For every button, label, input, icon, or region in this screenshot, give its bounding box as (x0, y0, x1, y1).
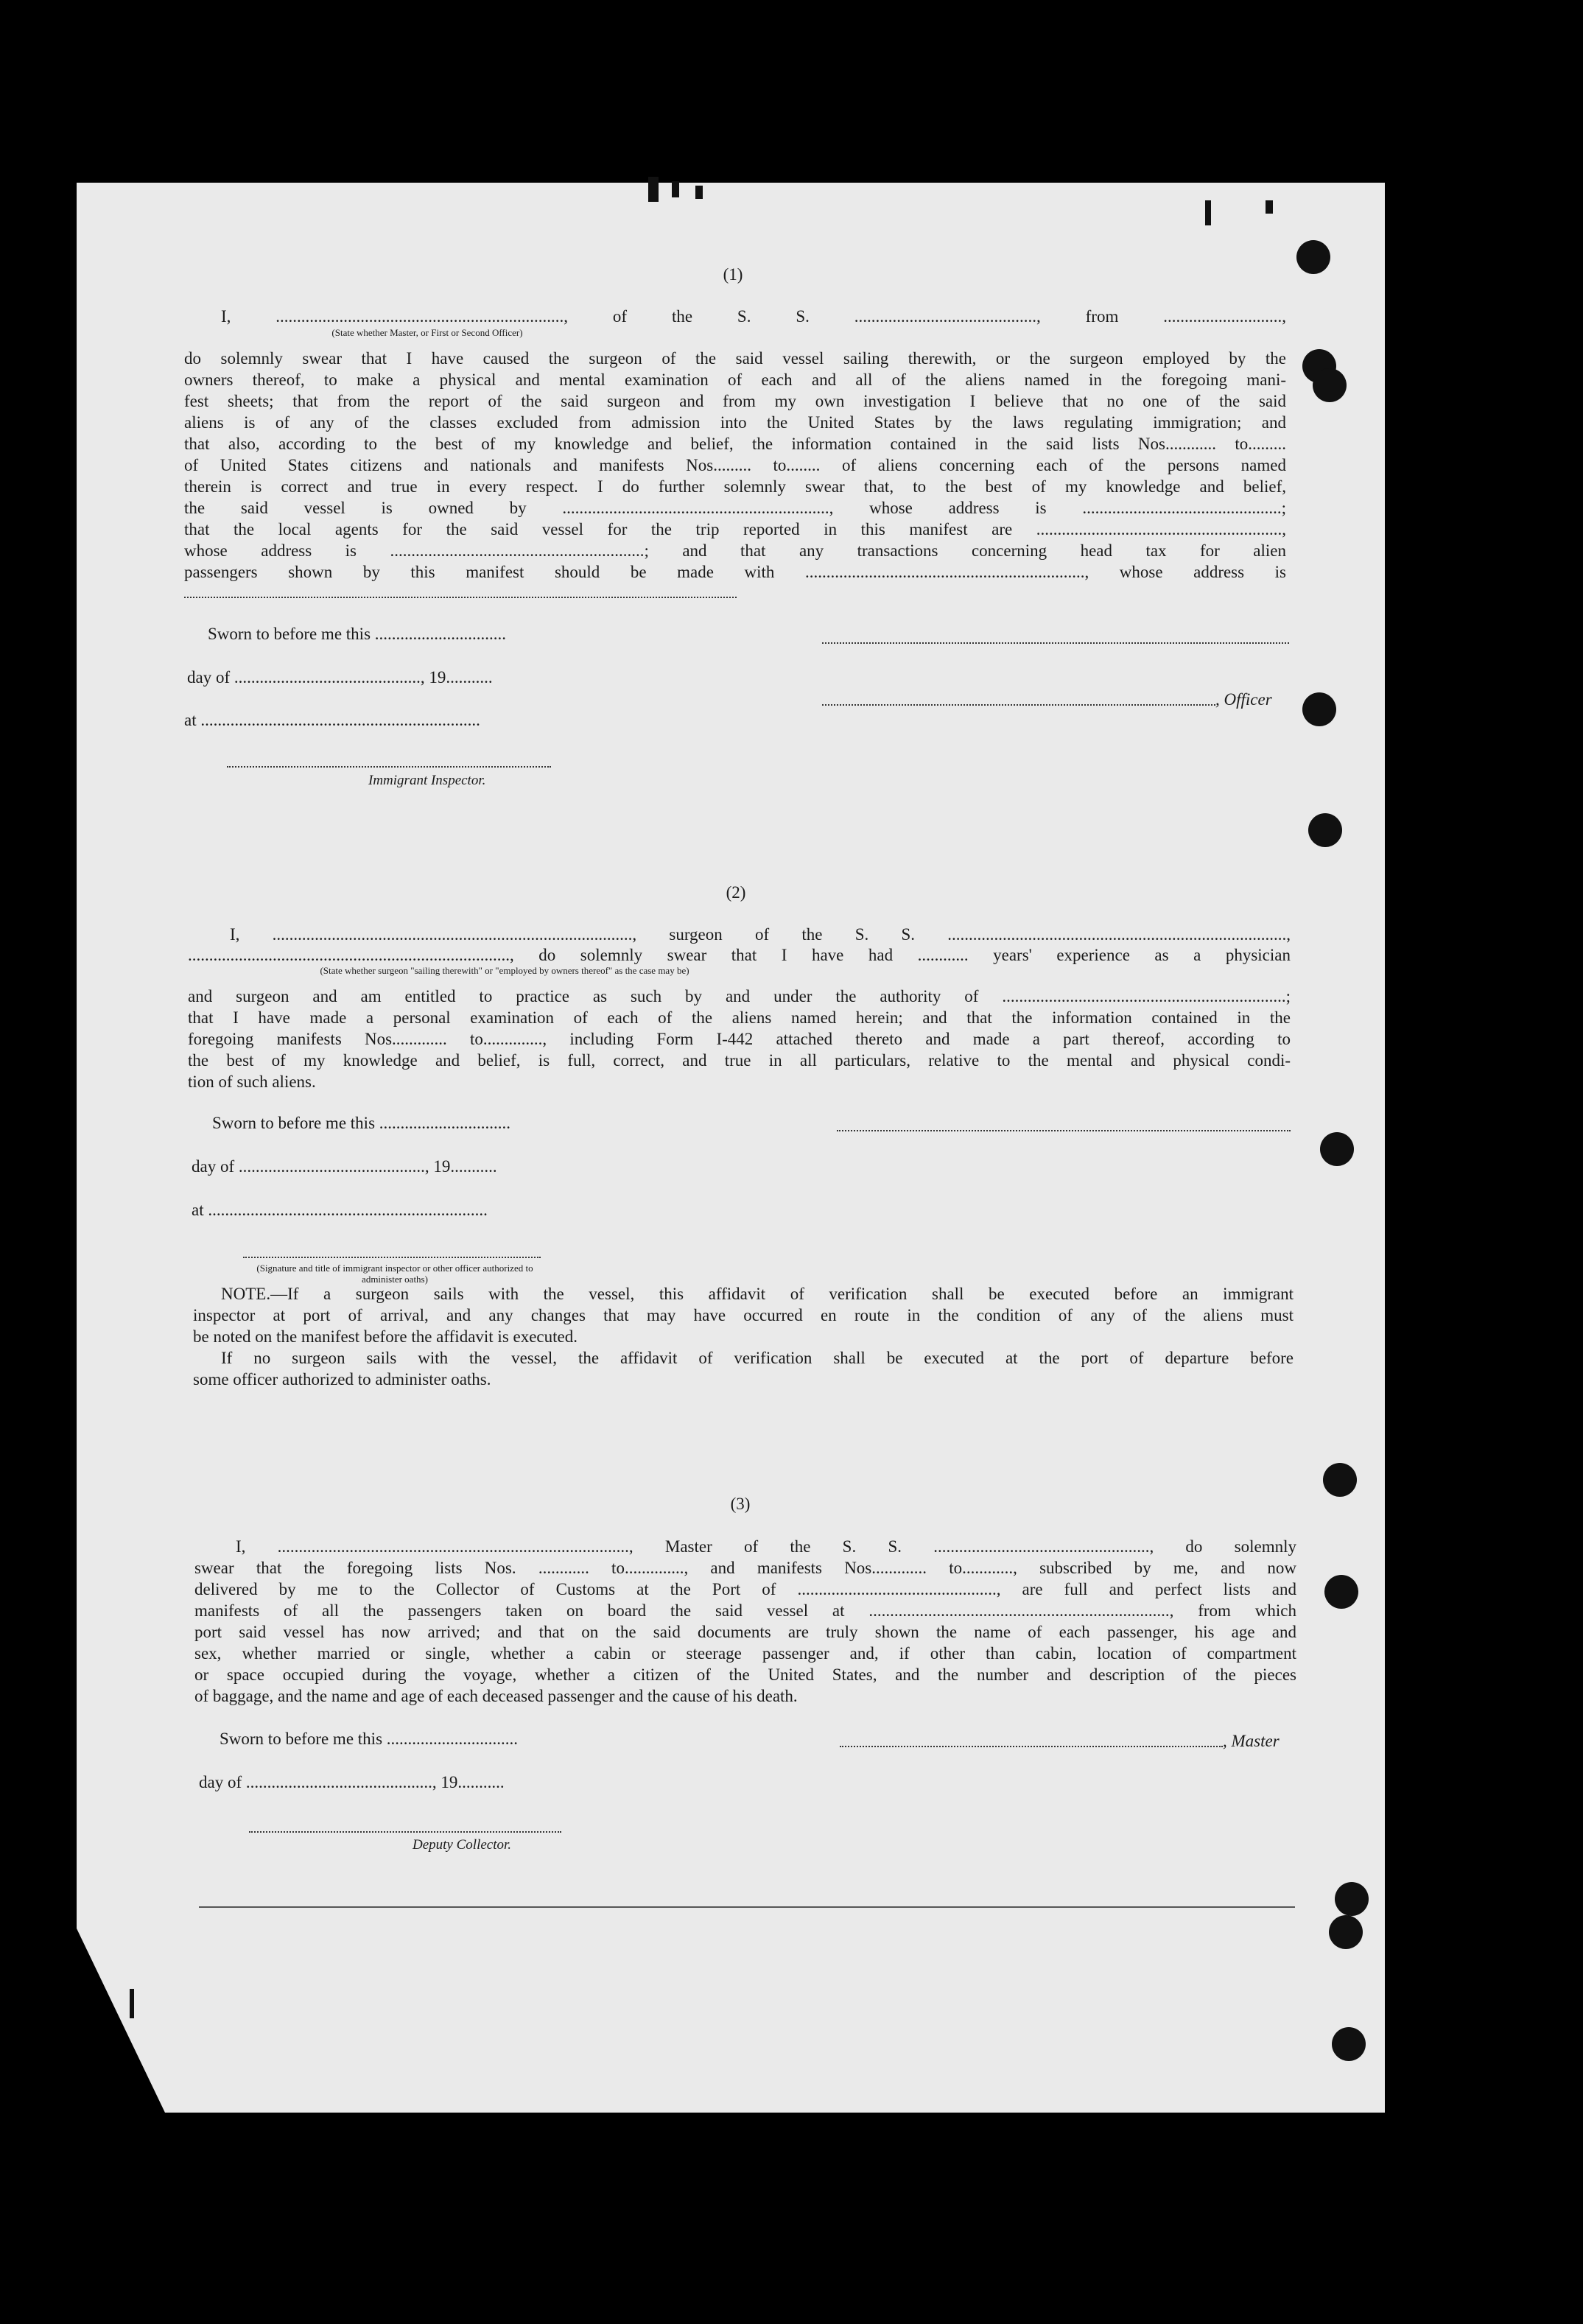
text-line: that also, according to the best of my knowledge and belief, the information contained in the said lists Nos............ to......... (184, 435, 1286, 453)
inspector-label: Immigrant Inspector. (368, 773, 486, 788)
punch-hole (1308, 813, 1342, 847)
section-number: (1) (723, 265, 743, 284)
sworn-line: Sworn to before me this ............................... (212, 1114, 511, 1132)
day-line: day of ............................................, 19........... (187, 668, 493, 687)
ink-mark (648, 177, 659, 202)
ink-mark (130, 1989, 134, 2018)
text-line: sex, whether married or single, whether a cabin or steerage passenger and, if other than cabin, location of compartment (194, 1644, 1296, 1663)
text-line: passengers shown by this manifest should be made with .................................................................., whose address is (184, 563, 1286, 581)
text-line: port said vessel has now arrived; and that on the said documents are truly shown the name of each passenger, his age and (194, 1623, 1296, 1641)
master-statement-line: I, ...................................................................., of the S. S. ..........................................., from ............................, (221, 307, 1286, 326)
signature-line (227, 766, 551, 768)
note-line: inspector at port of arrival, and any changes that may have occurred en route in the condition of any of the aliens must (193, 1306, 1294, 1324)
punch-hole (1332, 2027, 1366, 2061)
punch-hole (1324, 1575, 1358, 1609)
text-line: swear that the foregoing lists Nos. ............ to.............., and manifests Nos............. to............, subscribed by me, and now (194, 1559, 1296, 1577)
text-line: I, ..................................................................................., Master of the S. S. ..................................................., do solemnly (236, 1537, 1296, 1556)
field-caption: (State whether surgeon "sailing therewith" or "employed by owners thereof" as the case may be) (320, 965, 689, 976)
signature-line (249, 1831, 561, 1833)
text-line: the said vessel is owned by ..............................................................., whose address is ...............................................; (184, 499, 1286, 517)
punch-hole (1296, 240, 1330, 274)
text-line: the best of my knowledge and belief, is full, correct, and true in all particulars, relative to the mental and physical condi- (188, 1051, 1291, 1070)
surgeon-line: I, ....................................................................................., surgeon of the S. S. ................................................................................, (230, 925, 1291, 944)
signature-line (837, 1130, 1291, 1131)
text-line: that the local agents for the said vessel for the trip reported in this manifest are .........................................................., (184, 520, 1286, 538)
ink-mark (1205, 200, 1211, 225)
text-line: that I have made a personal examination of each of the aliens named herein; and that the information contained in the (188, 1008, 1291, 1027)
punch-hole (1320, 1132, 1354, 1166)
ink-mark (695, 186, 703, 199)
field-caption: (State whether Master, or First or Second Officer) (331, 327, 523, 338)
ink-mark (1266, 200, 1273, 214)
signature-line (184, 597, 737, 598)
deputy-label: Deputy Collector. (413, 1837, 512, 1853)
text-line: of United States citizens and nationals and manifests Nos......... to........ of aliens concerning each of the persons named (184, 456, 1286, 474)
text-line: tion of such aliens. (188, 1073, 316, 1091)
text-line: or space occupied during the voyage, whether a citizen of the United States, and the number and description of the pieces (194, 1665, 1296, 1684)
note-line: some officer authorized to administer oaths. (193, 1370, 491, 1389)
sworn-line: Sworn to before me this ............................... (208, 625, 507, 643)
text-line: aliens is of any of the classes excluded from admission into the United States by the laws regulating immigration; and (184, 413, 1286, 432)
note-line: be noted on the manifest before the affidavit is executed. (193, 1327, 578, 1346)
section-number: (2) (726, 883, 746, 902)
officer-label: , Officer (1215, 690, 1272, 709)
ink-mark (672, 181, 679, 197)
sworn-line: Sworn to before me this ............................... (220, 1730, 519, 1748)
signature-line (840, 1746, 1223, 1747)
surgeon-line: ............................................................................, do solemnly swear that I have had ............ years' experience as a physician (188, 946, 1291, 964)
text-line: fest sheets; that from the report of the said surgeon and from my own investigation I believe that no one of the said (184, 392, 1286, 410)
text-line: foregoing manifests Nos............. to.............., including Form I-442 attached thereto and made a part thereof, according to (188, 1030, 1291, 1048)
text-line: manifests of all the passengers taken on board the said vessel at ......................................................................., from which (194, 1601, 1296, 1620)
text-line: delivered by me to the Collector of Customs at the Port of ..............................................., are full and perfect lists and (194, 1580, 1296, 1598)
note-line: If no surgeon sails with the vessel, the affidavit of verification shall be executed at the port of departure before (221, 1349, 1294, 1367)
text-line: of baggage, and the name and age of each deceased passenger and the cause of his death. (194, 1687, 798, 1705)
signature-line (822, 642, 1289, 644)
master-label: , Master (1223, 1732, 1280, 1750)
punch-hole (1313, 368, 1347, 402)
section-number: (3) (730, 1495, 751, 1513)
punch-hole (1302, 692, 1336, 726)
signature-line (822, 704, 1215, 706)
punch-hole (1323, 1463, 1357, 1497)
punch-hole (1335, 1882, 1369, 1916)
text-line: and surgeon and am entitled to practice as such by and under the authority of ...................................................................; (188, 987, 1291, 1005)
signature-line (243, 1257, 541, 1258)
signature-caption: (Signature and title of immigrant inspector or other officer authorized to administer oaths) (256, 1263, 533, 1285)
at-line: at .................................................................. (184, 711, 480, 729)
at-line: at .................................................................. (192, 1201, 488, 1219)
bottom-rule (199, 1906, 1295, 1908)
text-line: owners thereof, to make a physical and mental examination of each and all of the aliens named in the foregoing mani- (184, 371, 1286, 389)
punch-hole (1329, 1915, 1363, 1949)
note-line: NOTE.—If a surgeon sails with the vessel, this affidavit of verification shall be executed before an immigrant (221, 1285, 1294, 1303)
text-line: therein is correct and true in every respect. I do further solemnly swear that, to the best of my knowledge and belief, (184, 477, 1286, 496)
text-line: whose address is ............................................................; and that any transactions concerning head tax for alien (184, 541, 1286, 560)
day-line: day of ............................................, 19........... (192, 1157, 497, 1176)
text-line: do solemnly swear that I have caused the surgeon of the said vessel sailing therewith, or the surgeon employed by the (184, 349, 1286, 368)
day-line: day of ............................................, 19........... (199, 1773, 505, 1791)
